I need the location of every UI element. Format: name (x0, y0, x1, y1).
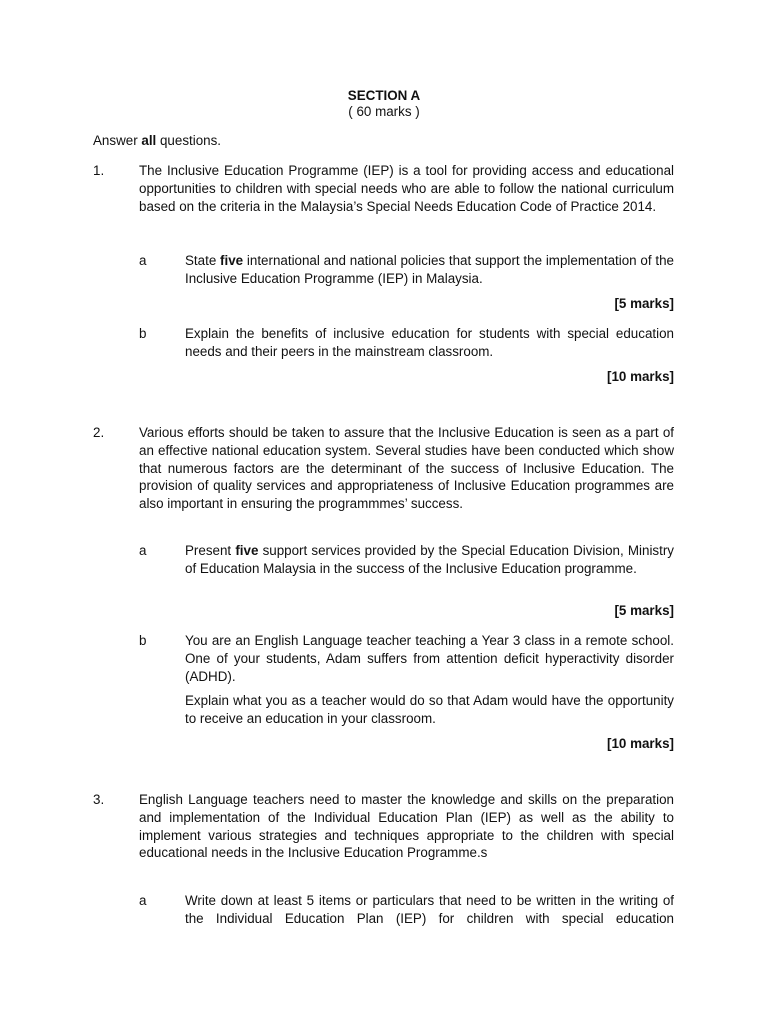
question-1a-emphasis: five (220, 253, 244, 268)
question-1b-text: Explain the benefits of inclusive education for students with special education needs and their peers in the mainstream classroom. (185, 326, 674, 359)
question-1a-marks: [5 marks] (614, 296, 674, 311)
section-title: SECTION A (347, 88, 421, 103)
section-marks: ( 60 marks ) (348, 104, 420, 119)
instruction-after: questions. (156, 133, 222, 148)
question-3-number: 3. (93, 792, 105, 807)
question-3-text: English Language teachers need to master the knowledge and skills on the preparation and implementation of the Individual Education Plan (IEP) as well as the ability to implement various strategies and techniques appropriate to the children with special educational needs in the Inclusive Education Programme.s (139, 792, 674, 861)
question-2b-marks: [10 marks] (607, 736, 674, 751)
question-2a-marks: [5 marks] (614, 603, 674, 618)
question-2-text: Various efforts should be taken to assure that the Inclusive Education is seen as a part of an effective national education system. Several studies have been conducted which show that numerous factors are the determinant of the success of Inclusive Education. The provision of quality services and appropriateness of Inclusive Education programmes are also important in ensuring the programmmes’ success. (139, 425, 674, 512)
question-1a-after: international and national policies that support the implementation of the Inclusive Education Programme (IEP) in Malaysia. (185, 253, 674, 286)
question-2b-text-2: Explain what you as a teacher would do so that Adam would have the opportunity to receive an education in your classroom. (185, 693, 674, 726)
question-2a-text (185, 542, 674, 578)
instruction-before: Answer (93, 133, 142, 148)
question-1b-marks: [10 marks] (607, 369, 674, 384)
question-3a-label: a (139, 893, 147, 908)
question-2a-after: support services provided by the Special Education Division, Ministry of Education Malaysia in the success of the Inclusive Education programme. (185, 543, 674, 576)
question-2a-emphasis: five (235, 543, 259, 558)
question-1a-label: a (139, 253, 147, 268)
question-2a-label: a (139, 543, 147, 558)
question-2a-before: Present (185, 543, 236, 558)
question-2b-label: b (139, 633, 147, 648)
question-1b-label: b (139, 326, 147, 341)
instruction-emphasis: all (141, 133, 157, 148)
question-2-number: 2. (93, 425, 105, 440)
question-3a-text: Write down at least 5 items or particulars that need to be written in the writing of the Individual Education Plan (IEP) for children with special education (185, 893, 674, 926)
question-1-text: The Inclusive Education Programme (IEP) is a tool for providing access and educational opportunities to children with special needs who are able to follow the national curriculum based on the criteria in the Malaysia’s Special Needs Education Code of Practice 2014. (139, 163, 674, 214)
question-1a-before: State (185, 253, 221, 268)
question-1a-text (185, 252, 674, 288)
instruction-text (93, 132, 221, 150)
question-2b-text: You are an English Language teacher teaching a Year 3 class in a remote school. One of your students, Adam suffers from attention deficit hyperactivity disorder (ADHD). (185, 633, 674, 684)
question-1-number: 1. (93, 163, 105, 178)
